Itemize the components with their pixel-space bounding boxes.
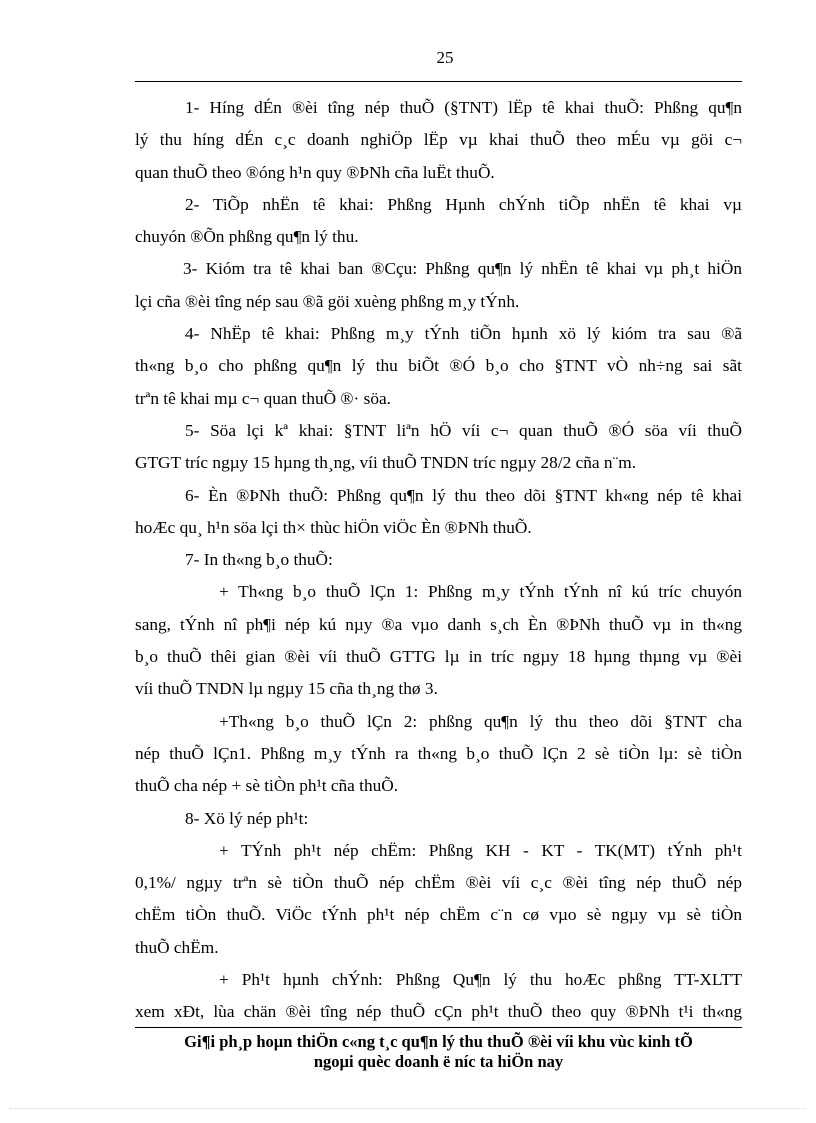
paragraph-line: 4- NhËp tê khai: Phßng m¸y tÝnh tiÕn hµnh xö lý kióm tra sau ®ã — [185, 324, 742, 344]
paragraph-line: 3- Kióm tra tê khai ban ®Cçu: Phßng qu¶n lý nhËn tê khai vµ ph¸t hiÖn — [183, 259, 742, 279]
paragraph-line: + TÝnh ph¹t nép chËm: Phßng KH - KT - TK(MT) tÝnh ph¹t — [219, 840, 742, 860]
body-text — [135, 92, 742, 1029]
paragraph-line: quan thuÕ theo ®óng h¹n quy ®ÞNh cña luËt thuÕ. — [135, 162, 495, 182]
paragraph-line: th«ng b¸o cho phßng qu¶n lý thu biÕt ®Ó b¸o cho §TNT vÒ nh÷ng sai sãt — [135, 356, 742, 376]
paragraph-line: 8- Xö lý nép ph¹t: — [185, 808, 309, 828]
paragraph-line: 5- Söa lçi kª khai: §TNT liªn hÖ víi c¬ quan thuÕ ®Ó söa víi thuÕ — [185, 420, 742, 440]
page-bottom-divider — [10, 1108, 806, 1109]
page-number: 25 — [436, 48, 454, 67]
paragraph-line: thuÕ chËm. — [135, 937, 219, 957]
paragraph-line: 1- Híng dÉn ®èi tîng nép thuÕ (§TNT) lËp tê khai thuÕ: Phßng qu¶n — [185, 98, 742, 117]
footer-title-line-2: ngoµi quèc doanh ë níc ta hiÖn nay — [313, 1052, 564, 1071]
paragraph-line: xem xÐt, lùa chän ®èi tîng nép thuÕ cÇn ph¹t thuÕ theo quy ®ÞNh t¹i th«ng — [135, 1002, 742, 1022]
paragraph-line: 2- TiÕp nhËn tê khai: Phßng Hµnh chÝnh tiÕp nhËn tê khai vµ — [185, 194, 742, 214]
paragraph-line: GTGT tríc ngµy 15 hµng th¸ng, víi thuÕ TNDN tríc ngµy 28/2 cña n¨m. — [135, 453, 637, 473]
running-footer — [135, 1032, 742, 1072]
paragraph-line: 0,1%/ ngµy trªn sè tiÒn thuÕ nép chËm ®èi víi c¸c ®èi tîng nép thuÕ nép — [135, 873, 742, 893]
paragraph-line: lý thu híng dÉn c¸c doanh nghiÖp lËp vµ khai thuÕ theo mÉu vµ göi c¬ — [135, 130, 742, 150]
paragraph-line: lçi cña ®èi tîng nép sau ®ã göi xuèng phßng m¸y tÝnh. — [135, 291, 520, 311]
paragraph-line: chuyón ®Õn phßng qu¶n lý thu. — [135, 227, 359, 247]
paragraph-line: 7- In th«ng b¸o thuÕ: — [185, 550, 333, 570]
paragraph-line: sang, tÝnh nî ph¶i nép kú nµy ®a vµo danh s¸ch Èn ®ÞNh thuÕ vµ in th«ng — [135, 614, 742, 634]
paragraph-line: nép thuÕ lÇn1. Phßng m¸y tÝnh ra th«ng b¸o thuÕ lÇn 2 sè tiÒn lµ: sè tiÒn — [135, 743, 742, 763]
paragraph-line: 6- Èn ®ÞNh thuÕ: Phßng qu¶n lý thu theo dõi §TNT kh«ng nép tê khai — [185, 485, 742, 505]
header-rule — [135, 81, 742, 82]
paragraph-line: chËm tiÒn thuÕ. ViÖc tÝnh ph¹t nép chËm c¨n cø vµo sè ngµy vµ sè tiÒn — [135, 905, 742, 925]
paragraph-line: víi thuÕ TNDN lµ ngµy 15 cña th¸ng thø 3. — [135, 679, 438, 699]
paragraph-line: b¸o thuÕ thêi gian ®èi víi thuÕ GTTG lµ in tríc ngµy 18 hµng thµng vµ ®èi — [135, 647, 742, 667]
footer-rule — [135, 1027, 742, 1028]
paragraph-line: hoÆc qu¸ h¹n söa lçi th× thùc hiÖn viÖc Èn ®ÞNh thuÕ. — [135, 517, 532, 537]
paragraph-line: +Th«ng b¸o thuÕ lÇn 2: phßng qu¶n lý thu theo dõi §TNT cha — [219, 711, 742, 731]
paragraph-line: + Ph¹t hµnh chÝnh: Phßng Qu¶n lý thu hoÆc phßng TT-XLTT — [219, 970, 742, 990]
paragraph-line: thuÕ cha nép + sè tiÒn ph¹t cña thuÕ. — [135, 776, 399, 796]
footer-title-line-1: Gi¶i ph¸p hoµn thiÖn c«ng t¸c qu¶n lý thu thuÕ ®èi víi khu vùc kinh tÕ — [184, 1032, 693, 1051]
paragraph-line: + Th«ng b¸o thuÕ lÇn 1: Phßng m¸y tÝnh tÝnh nî kú tríc chuyón — [219, 582, 742, 602]
paragraph-line: trªn tê khai mµ c¬ quan thuÕ ®· söa. — [135, 388, 391, 408]
